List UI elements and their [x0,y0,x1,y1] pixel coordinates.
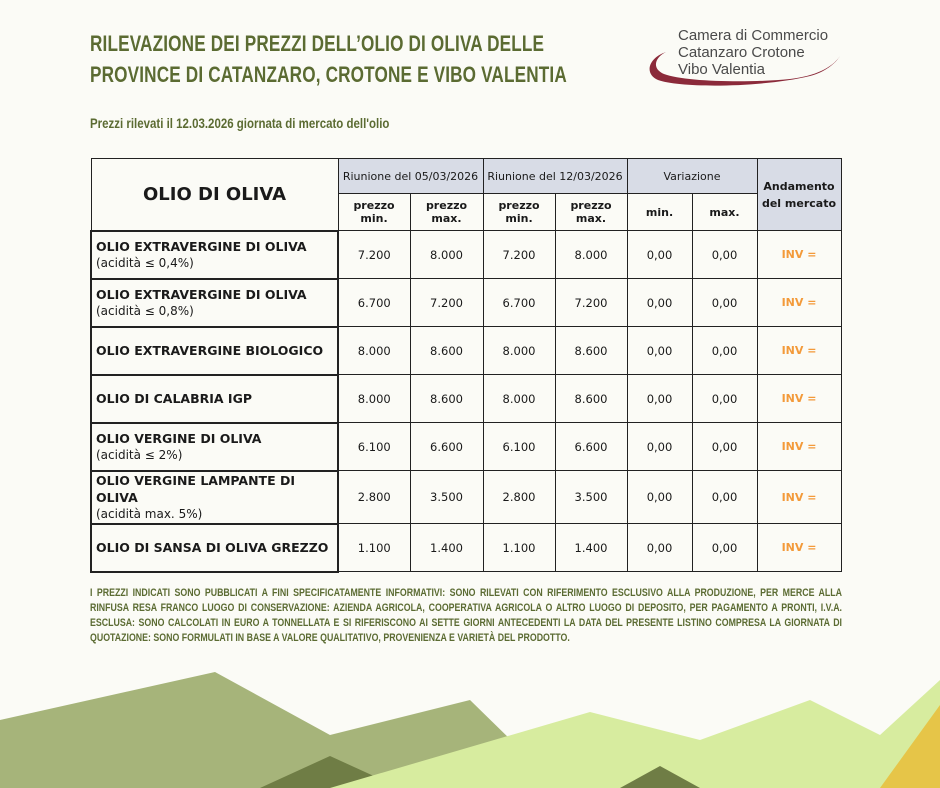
price-cell: 8.000 [483,327,555,375]
price-cell: 1.400 [410,524,483,572]
group-header-variation: Variazione [627,159,757,194]
product-qualifier: (acidità ≤ 0,8%) [96,303,194,318]
subheader-curr-min: prezzo min. [483,194,555,231]
table-group-header-row [91,159,841,194]
variation-cell: 0,00 [627,524,692,572]
trend-cell: INV = [757,471,841,524]
trend-cell: INV = [757,524,841,572]
table-row [91,423,841,471]
table-row [91,471,841,524]
product-qualifier: (acidità ≤ 2%) [96,447,183,462]
variation-cell: 0,00 [692,231,757,279]
product-name: OLIO DI CALABRIA IGP [96,391,252,406]
variation-cell: 0,00 [627,231,692,279]
logo-text-line-2: Catanzaro Crotone [678,44,805,61]
table-row [91,279,841,327]
price-cell: 8.000 [555,231,627,279]
product-name: OLIO EXTRAVERGINE DI OLIVA [96,238,307,254]
product-cell [91,327,338,375]
group-header-current-meeting: Riunione del 12/03/2026 [483,159,627,194]
price-cell: 8.000 [410,231,483,279]
variation-cell: 0,00 [627,327,692,375]
trend-cell: INV = [757,375,841,423]
price-cell: 6.600 [555,423,627,471]
disclaimer-note: I PREZZI INDICATI SONO PUBBLICATI A FINI SPECIFICATAMENTE INFORMATIVI: SONO RILEVATI CON RIFERIMENTO ESCLUSIVO ALLA PRODUZIONE, PER MERCE ALLA RINFUSA RESA FRANCO LUOGO DI CONSERVAZIONE: AZIENDA AGRICOLA, COOPERATIVA AGRICOLA O ALTRO LUOGO DI DEPOSITO, PER PAGAMENTO A PRONTI, I.V.A. ESCLUSA: SONO CALCOLATI IN EURO A TONNELLATA E SI RIFERISCONO AI SETTE GIORNI ANTECEDENTI LA DATA DEL PRESENTE LISTINO COMPRESA LA GIORNATA DI QUOTAZIONE: SONO FORMULATI IN BASE A VALORE QUALITATIVO, PROVENIENZA E VARIETÀ DEL PRODOTTO. [90,587,842,644]
product-cell [91,231,338,279]
price-cell: 6.100 [338,423,410,471]
product-name: OLIO DI SANSA DI OLIVA GREZZO [96,540,329,555]
variation-cell: 0,00 [627,375,692,423]
product-name: OLIO VERGINE DI OLIVA [96,430,262,446]
price-cell: 8.600 [410,327,483,375]
variation-cell: 0,00 [692,471,757,524]
price-cell: 1.100 [483,524,555,572]
product-cell [91,471,338,524]
title-line-1: RILEVAZIONE DEI PREZZI DELL’OLIO DI OLIVA DELLE [90,31,545,56]
variation-cell: 0,00 [692,279,757,327]
variation-cell: 0,00 [627,279,692,327]
subheader-prev-min: prezzo min. [338,194,410,231]
product-cell [91,279,338,327]
trend-column-header: Andamento del mercato [757,159,841,231]
logo-text-line-3: Vibo Valentia [678,61,766,78]
table-row [91,327,841,375]
product-name: OLIO VERGINE LAMPANTE DI OLIVA [96,472,295,505]
price-cell: 3.500 [555,471,627,524]
page-title [90,28,567,90]
price-cell: 6.700 [338,279,410,327]
price-cell: 7.200 [483,231,555,279]
product-cell [91,375,338,423]
variation-cell: 0,00 [692,375,757,423]
price-cell: 8.600 [410,375,483,423]
subheader-prev-max: prezzo max. [410,194,483,231]
price-cell: 8.000 [338,327,410,375]
trend-cell: INV = [757,327,841,375]
table-row [91,524,841,572]
product-column-header: OLIO DI OLIVA [91,159,338,231]
price-cell: 6.600 [410,423,483,471]
price-cell: 8.600 [555,327,627,375]
logo-text-line-1: Camera di Commercio [678,27,829,44]
price-cell: 7.200 [338,231,410,279]
trend-cell: INV = [757,423,841,471]
survey-date-subtitle: Prezzi rilevati il 12.03.2026 giornata di mercato dell'olio [90,115,390,131]
variation-cell: 0,00 [692,524,757,572]
price-cell: 3.500 [410,471,483,524]
title-line-2: PROVINCE DI CATANZARO, CROTONE E VIBO VALENTIA [90,62,567,87]
chamber-of-commerce-logo [640,22,850,102]
price-cell: 8.000 [483,375,555,423]
product-cell [91,423,338,471]
price-cell: 8.000 [338,375,410,423]
price-cell: 6.700 [483,279,555,327]
product-qualifier: (acidità max. 5%) [96,506,203,521]
price-cell: 7.200 [555,279,627,327]
price-cell: 2.800 [483,471,555,524]
price-cell: 7.200 [410,279,483,327]
product-name: OLIO EXTRAVERGINE BIOLOGICO [96,343,324,358]
subheader-curr-max: prezzo max. [555,194,627,231]
trend-cell: INV = [757,231,841,279]
price-cell: 1.100 [338,524,410,572]
trend-cell: INV = [757,279,841,327]
price-cell: 2.800 [338,471,410,524]
variation-cell: 0,00 [692,327,757,375]
variation-cell: 0,00 [692,423,757,471]
subheader-var-max: max. [692,194,757,231]
price-cell: 1.400 [555,524,627,572]
table-row [91,375,841,423]
price-table [90,158,842,573]
product-cell [91,524,338,572]
price-cell: 6.100 [483,423,555,471]
variation-cell: 0,00 [627,471,692,524]
subheader-var-min: min. [627,194,692,231]
table-row [91,231,841,279]
variation-cell: 0,00 [627,423,692,471]
group-header-previous-meeting: Riunione del 05/03/2026 [338,159,483,194]
price-cell: 8.600 [555,375,627,423]
product-qualifier: (acidità ≤ 0,4%) [96,255,194,270]
product-name: OLIO EXTRAVERGINE DI OLIVA [96,286,307,302]
